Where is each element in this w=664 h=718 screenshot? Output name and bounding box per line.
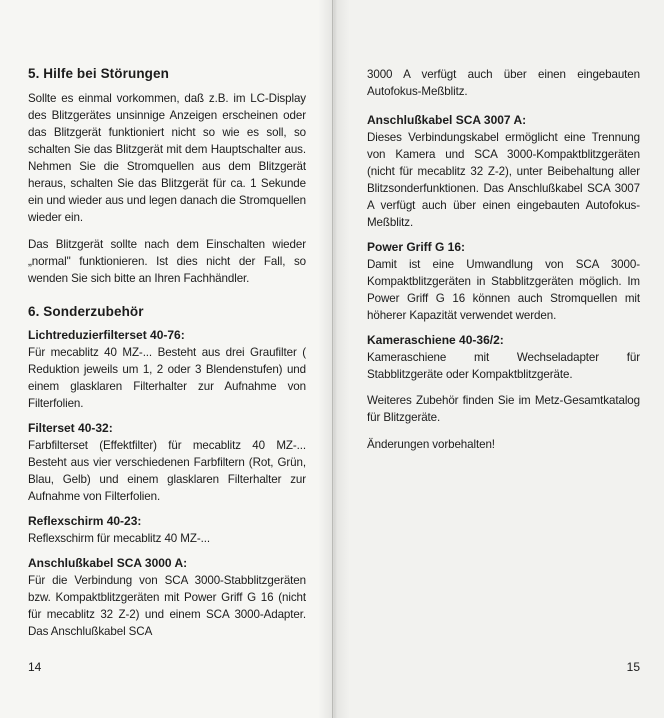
page-number-left: 14 xyxy=(28,660,42,674)
accessory-description: Für mecablitz 40 MZ-... Besteht aus drei Graufilter ( Reduktion jeweils um 1, 2 oder 3 Blendenstufen) und einem glasklaren Filterhalter zur Aufnahme von Filterfolien. xyxy=(28,346,306,410)
section-heading-accessories: 6. Sonderzubehör xyxy=(28,304,144,319)
accessory-title: Power Griff G 16: xyxy=(367,240,466,254)
accessory-description: Dieses Verbindungskabel ermöglicht eine Trennung von Kamera und SCA 3000-Kompaktblitzgeräten (nicht für mecablitz 32 Z-2), unter Beibehaltung aller Blitzsonderfunktionen. Das Anschlußkabel SCA 3007 A verfügt auch über einen eingebauten Autofokus-Meßblitz. xyxy=(367,131,640,229)
accessory-title: Reflexschirm 40-23: xyxy=(28,514,142,528)
accessory-title: Anschlußkabel SCA 3007 A: xyxy=(367,113,527,127)
accessory-description: Damit ist eine Umwandlung von SCA 3000-Kompaktblitzgeräten in Stabblitzgeräten möglich. Im Power Griff G 16 können auch Stromquellen mit höherer Kapazität verwendet werden. xyxy=(367,258,640,322)
right-page xyxy=(333,0,664,718)
page-number-right: 15 xyxy=(626,660,640,674)
section-heading-troubleshooting: 5. Hilfe bei Störungen xyxy=(28,66,169,81)
catalog-note: Weiteres Zubehör finden Sie im Metz-Gesamtkatalog für Blitzgeräte. xyxy=(367,394,640,424)
accessory-title: Kameraschiene 40-36/2: xyxy=(367,333,504,347)
accessory-title: Filterset 40-32: xyxy=(28,421,113,435)
accessory-description: Für die Verbindung von SCA 3000-Stabblitzgeräten bzw. Kompaktblitzgeräten mit Power Griff G 16 (nicht für mecablitz 32 Z-2) und einem SCA 3000-Adapter. Das Anschlußkabel SCA xyxy=(28,574,306,638)
changes-note: Änderungen vorbehalten! xyxy=(367,438,495,451)
troubleshooting-paragraph-1: Sollte es einmal vorkommen, daß z.B. im LC-Display des Blitzgerätes unsinnige Anzeigen erscheinen oder das Blitzgerät funktioniert nicht so wie es soll, so schalten Sie das Blitzgerät mit dem Hauptschalter aus. Nehmen Sie die Stromquellen aus dem Blitzgerät heraus, schalten Sie das Blitzgerät für ca. 1 Sekunde ein und wieder aus und legen danach die Stromquellen wieder ein. xyxy=(28,92,306,224)
continuation-text: 3000 A verfügt auch über einen eingebauten Autofokus-Meßblitz. xyxy=(367,68,640,98)
accessory-description: Reflexschirm für mecablitz 40 MZ-... xyxy=(28,532,210,545)
troubleshooting-paragraph-2: Das Blitzgerät sollte nach dem Einschalten wieder „normal" funktionieren. Ist dies nicht der Fall, so wenden Sie sich bitte an Ihren Fachhändler. xyxy=(28,238,306,285)
accessory-description: Kameraschiene mit Wechseladapter für Stabblitzgeräte oder Kompaktblitzgeräte. xyxy=(367,351,640,381)
accessory-title: Lichtreduzierfilterset 40-76: xyxy=(28,328,185,342)
accessory-title: Anschlußkabel SCA 3000 A: xyxy=(28,556,188,570)
accessory-description: Farbfilterset (Effektfilter) für mecablitz 40 MZ-... Besteht aus vier verschiedenen Farbfiltern (Rot, Grün, Blau, Gelb) und einem glasklaren Filterhalter zur Aufnahme von Filterfolien. xyxy=(28,439,306,503)
